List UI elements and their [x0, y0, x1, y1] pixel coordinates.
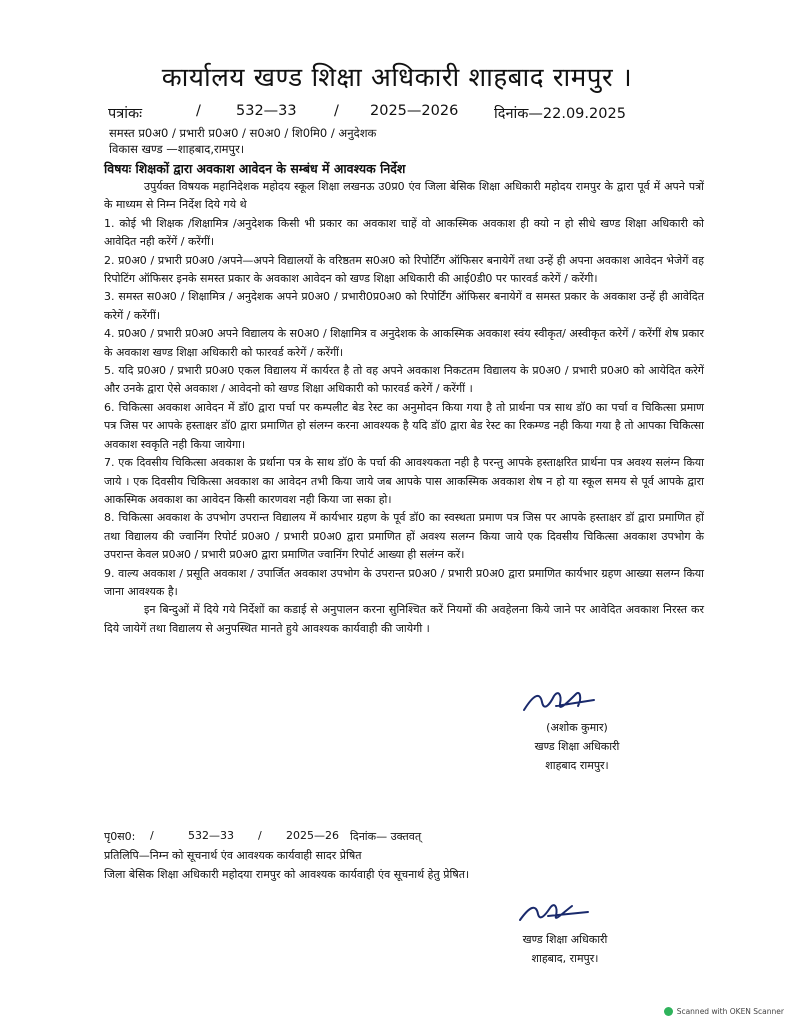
instruction-point: 5. यदि प्र0अ0 / प्रभारी प्र0अ0 एकल विद्यालय में कार्यरत है तो वह अपने अवकाश निकटतम विद्यालय के प्र0अ0 / प्रभारी प्र0अ0 को आयेदित करेगें और उनके द्वारा ऐसे अवकाश / आवेदनो को खण्ड शिक्षा अधिकारी को फारवर्ड करेगें / करेंगीं ।	[104, 364, 704, 396]
ref-separator: /	[150, 829, 154, 842]
ref-separator: /	[258, 829, 262, 842]
scanner-text: Scanned with OKEN Scanner	[676, 1007, 784, 1016]
ref-separator: /	[196, 103, 201, 119]
addressee-line: समस्त प्र0अ0 / प्रभारी प्र0अ0 / स0अ0 / शि0मि0 / अनुदेशक	[109, 126, 377, 140]
endorsement-reference	[104, 829, 421, 844]
endorsement-year: 2025—26	[286, 829, 339, 842]
instruction-point: 9. वाल्य अवकाश / प्रसूति अवकाश / उपार्जित अवकाश उपभोग के उपरान्त प्र0अ0 / प्रभारी प्र0अ0 द्वारा प्रमाणित कार्यभार ग्रहण आख्या सलग्न किया जाना आवश्यक है।	[104, 566, 704, 598]
reference-line	[108, 103, 626, 123]
signature-block	[512, 718, 642, 775]
intro-paragraph: उपुर्यक्त विषयक महानिदेशक महोदय स्कूल शिक्षा लखनऊ उ0प्र0 एंव जिला बेसिक शिक्षा अधिकारी महोदय रामपुर के द्वारा पूर्व में अपने पत्रों के माध्यम से निम्न निर्देश दिये गये थे	[104, 180, 704, 212]
copy-to-line: प्रतिलिपि—निम्न को सूचनार्थ एंव आवश्यक कार्यवाही सादर प्रेषित	[104, 849, 362, 862]
closing-paragraph: इन बिन्दुओं में दिये गये निर्देशों का कडाई से अनुपालन करना सुनिश्चित करें नियमों की अवहेलना किये जाने पर आवेदित अवकाश निरस्त कर दिये जायेगें तथा विद्यालय से अनुपस्थित मानते हुये आवश्यक कार्यवाही की जायेगी ।	[104, 603, 704, 635]
instruction-point: 8. चिकित्सा अवकाश के उपभोग उपरान्त विद्यालय में कार्यभार ग्रहण के पूर्व डॉ0 का स्वस्थता प्रमाण पत्र जिस पर आपके हस्ताक्षर डॉ द्वारा प्रमाणित हों तथा विद्यालय की ज्वानिंग रिपोर्ट प्र0अ0 / प्रभारी प्र0अ0 द्वारा प्रमाणित हों अवश्य सलग्न किया जाये एक दिवसीय चिकित्सा अवकाश उपभोग के उपरान्त केवल प्र0अ0 / प्रभारी प्र0अ0 द्वारा प्रमाणित ज्वानिंग रिपोर्ट आख्या ही सलंग्न करें।	[104, 511, 704, 562]
signatory-place: शाहबाद, रामपुर।	[531, 952, 599, 965]
signature-block	[500, 930, 630, 968]
office-header: कार्यालय खण्ड शिक्षा अधिकारी शाहबाद रामपुर ।	[161, 63, 633, 93]
scanner-watermark	[664, 1007, 784, 1016]
scanner-logo-icon	[664, 1007, 673, 1016]
letter-body	[104, 178, 704, 638]
instruction-point: 6. चिकित्सा अवकाश आवेदन में डॉ0 द्वारा पर्चा पर कम्पलीट बेड रेस्ट का अनुमोदन किया गया है तो प्रार्थना पत्र साथ डॉ0 का पर्चा व चिकित्सा प्रमाण पत्र जिस पर आपके हस्ताक्षर डॉ0 द्वारा प्रमाणित हो संलग्न करना आवश्यक है यदि डॉ0 द्वारा बेड रेस्ट का रिकम्ण्ड नही किया गया है तो आपका चिकित्सा अवकाश स्वकृति नही किया जायेगा।	[104, 400, 704, 451]
instruction-point: 3. समस्त स0अ0 / शिक्षामित्र / अनुदेशक अपने प्र0अ0 / प्रभारी0प्र0अ0 को रिपोर्टिंग ऑफिसर बनायेगें व समस्त प्रकार के अवकाश उन्हें ही आवेदित करेगें / करेंगीं।	[104, 290, 704, 322]
signature-scribble	[520, 684, 600, 720]
signatory-designation: खण्ड शिक्षा अधिकारी	[522, 933, 608, 946]
signatory-name: (अशोक कुमार)	[546, 721, 608, 734]
ref-year: 2025—2026	[370, 103, 459, 119]
signatory-place: शाहबाद रामपुर।	[545, 759, 609, 772]
copy-recipient-line: जिला बेसिक शिक्षा अधिकारी महोदया रामपुर को आवश्यक कार्यवाही एंव सूचनार्थ हेतु प्रेषित।	[104, 868, 470, 881]
endorsement-date: दिनांक— उक्तवत्	[350, 830, 422, 843]
ref-separator: /	[334, 103, 339, 119]
endorsement-label: पृ0स0:	[104, 830, 136, 843]
instruction-point: 7. एक दिवसीय चिकित्सा अवकाश के प्रर्थाना पत्र के साथ डॉ0 के पर्चा की आवश्यकता नही है परन्तु आपके हस्ताक्षरित प्रार्थना पत्र अवश्य सलंग्न किया जाये । एक दिवसीय चिकित्सा अवकाश का आवेदन तभी किया जाये जब आपके पास आकस्मिक अवकाश शेष न हो या स्कूल समय से पूर्व आपके द्वारा आकस्मिक अवकाश का आवेदन किसी कारणवश नही किया जा सका हो।	[104, 456, 704, 506]
instruction-point: 4. प्र0अ0 / प्रभारी प्र0अ0 अपने विद्यालय के स0अ0 / शिक्षामित्र व अनुदेशक के आकस्मिक अवकाश स्वंय स्वीकृत/ अस्वीकृत करेगें / करेंगीं शेष प्रकार के अवकाश खण्ड शिक्षा अधिकारी को फारवर्ड करेगें / करेंगीं।	[104, 327, 704, 359]
ref-number: 532—33	[236, 103, 297, 119]
endorsement-number: 532—33	[188, 829, 234, 842]
patrank-label: पत्रांकः	[108, 106, 143, 122]
signatory-designation: खण्ड शिक्षा अधिकारी	[534, 740, 620, 753]
signature-scribble	[516, 898, 596, 928]
ref-date: दिनांक—22.09.2025	[494, 106, 626, 122]
subject-line: विषयः शिक्षकों द्वारा अवकाश आवेदन के सम्बंध में आवश्यक निर्देश	[104, 161, 406, 176]
addressee-block: विकास खण्ड —शाहबाद,रामपुर।	[109, 142, 245, 156]
instruction-point: 1. कोई भी शिक्षक /शिक्षामित्र /अनुदेशक किसी भी प्रकार का अवकाश चाहें वो आकस्मिक अवकाश ही क्यो न हो सीधे खण्ड शिक्षा अधिकारी को आवेदित नही करेंगें / करेंगीं।	[104, 216, 704, 249]
instruction-point: 2. प्र0अ0 / प्रभारी प्र0अ0 /अपने—अपने विद्यालयों के वरिष्ठतम स0अ0 को रिपोर्टिंग ऑफिसर बनायेगें तथा उन्हें ही अपना अवकाश आवेदन भेजेगें वह रिपोटिंग ऑफिसर इनके समस्त प्रकार के अवकाश आवेदन को खण्ड शिक्षा अधिकारी की आई0डी0 पर फारवर्ड करेगें / करेंगी।	[104, 253, 704, 286]
